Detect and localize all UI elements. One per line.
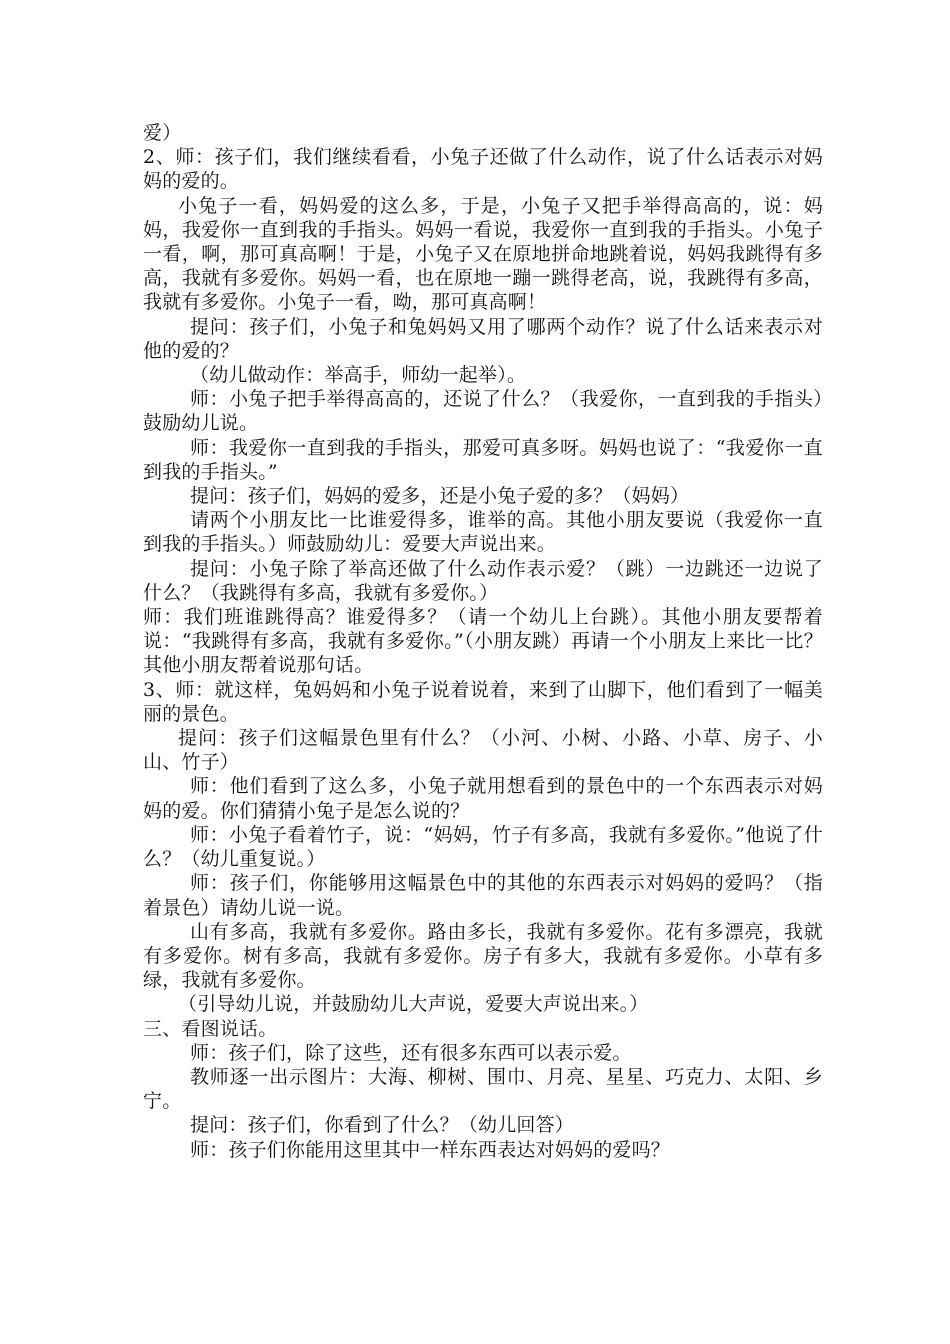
paragraph: 师：孩子们，除了这些，还有很多东西可以表示爱。 xyxy=(190,1041,632,1064)
paragraph: 3、师：就这样，兔妈妈和小兔子说着说着，来到了山脚下，他们看到了一幅美丽的景色。 xyxy=(143,678,823,725)
paragraph: 师：我爱你一直到我的手指头，那爱可真多呀。妈妈也说了：“我爱你一直到我的手指头。” xyxy=(143,436,823,483)
paragraph: 提问：小兔子除了举高还做了什么动作表示爱？（跳）一边跳还一边说了什么？（我跳得有多高，我就有多爱你。） xyxy=(143,557,823,604)
document-body xyxy=(143,121,823,1162)
paragraph: 山有多高，我就有多爱你。路由多长，我就有多爱你。花有多漂亮，我就有多爱你。树有多高，我就有多爱你。房子有多大，我就有多爱你。小草有多绿，我就有多爱你。 xyxy=(143,920,823,992)
paragraph: 小兔子一看，妈妈爱的这么多，于是，小兔子又把手举得高高的，说：妈妈，我爱你一直到我的手指头。妈妈一看说，我爱你一直到我的手指头。小兔子一看，啊，那可真高啊！于是，小兔子又在原地拼命地跳着说，妈妈我跳得有多高，我就有多爱你。妈妈一看，也在原地一蹦一跳得老高，说，我跳得有多高，我就有多爱你。小兔子一看，呦，那可真高啊！ xyxy=(143,194,823,314)
paragraph: 师：孩子们你能用这里其中一样东西表达对妈妈的爱吗？ xyxy=(190,1138,671,1161)
paragraph: 教师逐一出示图片：大海、柳树、围巾、月亮、星星、巧克力、太阳、乡宁。 xyxy=(143,1065,823,1113)
paragraph: （幼儿做动作：举高手，师幼一起举）。 xyxy=(190,364,527,387)
paragraph: 2、师：孩子们，我们继续看看，小兔子还做了什么动作，说了什么话表示对妈妈的爱的。 xyxy=(143,146,823,193)
paragraph: 提问：孩子们，妈妈的爱多，还是小兔子爱的多？（妈妈） xyxy=(190,485,690,508)
paragraph: 提问：孩子们这幅景色里有什么？（小河、小树、小路、小草、房子、小山、竹子） xyxy=(143,727,823,774)
paragraph: 提问：孩子们，小兔子和兔妈妈又用了哪两个动作？说了什么话来表示对他的爱的？ xyxy=(143,315,823,362)
section-heading: 三、看图说话。 xyxy=(143,1017,278,1040)
paragraph: 提问：孩子们，你看到了什么？（幼儿回答） xyxy=(190,1114,575,1137)
paragraph: 师：孩子们，你能够用这幅景色中的其他的东西表示对妈妈的爱吗？（指着景色）请幼儿说一说。 xyxy=(143,872,823,919)
paragraph: 师：小兔子把手举得高高的，还说了什么？（我爱你，一直到我的手指头）鼓励幼儿说。 xyxy=(143,388,823,435)
paragraph: 请两个小朋友比一比谁爱得多，谁举的高。其他小朋友要说（我爱你一直到我的手指头。）师鼓励幼儿：爱要大声说出来。 xyxy=(143,509,823,556)
paragraph: 师：他们看到了这么多，小兔子就用想看到的景色中的一个东西表示对妈妈的爱。你们猜猜小兔子是怎么说的？ xyxy=(143,775,823,822)
paragraph: 师：小兔子看着竹子，说：“妈妈，竹子有多高，我就有多爱你。”他说了什么？（幼儿重复说。） xyxy=(143,823,823,871)
paragraph: 爱） xyxy=(143,122,182,144)
paragraph: （引导幼儿说，并鼓励幼儿大声说，爱要大声说出来。） xyxy=(178,993,649,1016)
paragraph: 师：我们班谁跳得高？谁爱得多？（请一个幼儿上台跳）。其他小朋友要帮着说：“我跳得有多高，我就有多爱你。”（小朋友跳）再请一个小朋友上来比一比？其他小朋友帮着说那句话。 xyxy=(143,606,823,677)
